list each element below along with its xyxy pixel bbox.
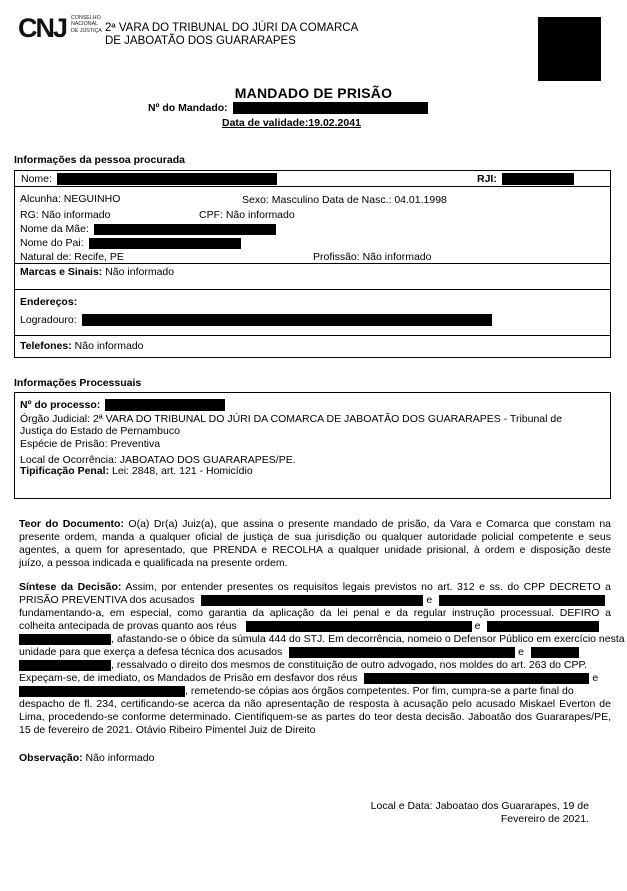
sintese-line2b: e: [426, 594, 433, 606]
redacted-field: [89, 238, 241, 249]
redacted-field: [19, 634, 111, 645]
court-name-line2: DE JABOATÃO DOS GUARARAPES: [105, 35, 296, 48]
logradouro-row: [20, 314, 492, 327]
sexo-nascimento: Sexo: Masculino Data de Nasc.: 04.01.1998: [242, 194, 447, 206]
local-ocorrencia: Local de Ocorrência: JABOATAO DOS GUARARAPES/PE.: [20, 454, 296, 466]
mae-label: Nome da Mãe:: [20, 223, 89, 235]
sintese-line3: fundamentando-a, em especial, como garantia da aplicação da lei penal e da regular instrução processual. DEFIRO a: [19, 607, 611, 619]
sintese-line4b: e: [474, 620, 481, 632]
observacao-value: Não informado: [82, 752, 155, 764]
redacted-field: [94, 224, 276, 235]
sintese-line2a: PRISÃO PREVENTIVA dos acusados: [19, 594, 195, 606]
sintese-paragraph: [19, 581, 625, 737]
profissao: Profissão: Não informado: [313, 251, 432, 263]
name-label: Nome:: [21, 173, 52, 185]
observacao-row: [19, 752, 154, 765]
sintese-line: [19, 685, 611, 698]
redacted-field: [19, 660, 111, 671]
pai-row: [20, 237, 241, 250]
redacted-field: [364, 673, 589, 684]
sintese-line: [19, 672, 611, 685]
place-date-line2: Fevereiro de 2021.: [500, 813, 589, 825]
divider: [15, 263, 610, 264]
person-section-title: Informações da pessoa procurada: [14, 154, 185, 166]
mandado-label: Nº do Mandado:: [148, 102, 228, 114]
document-title: MANDADO DE PRISÃO: [234, 85, 393, 101]
tipificacao-value: Lei: 2848, art. 121 - Homicídio: [109, 465, 253, 477]
process-section-title: Informações Processuais: [14, 377, 142, 389]
logo-caption-line: NACIONAL: [71, 21, 99, 28]
sintese-line11: Lima, procedendo-se conforme determinado. Cientifiquem-se as partes do teor desta decisão. Jaboatão dos Guararapes/PE,: [19, 711, 611, 723]
redacted-photo: [538, 17, 601, 81]
redacted-field: [289, 647, 515, 658]
sintese-line: [19, 646, 611, 659]
teor-line3: agentes, a quem for apresentado, que PRENDA e RECOLHA a qualquer unidade prisional, à ordem e disposição deste: [19, 544, 611, 556]
name-row: [21, 173, 277, 186]
orgao-line2: Justiça do Estado de Pernambuco: [20, 425, 180, 437]
redacted-field: [233, 102, 428, 114]
redacted-field: [487, 621, 599, 632]
sintese-line: [19, 659, 611, 672]
cnj-logo-letters: CNJ: [18, 13, 67, 42]
sintese-line1: Assim, por entender presentes os requisitos legais previstos no art. 312 e ss. do CPP DECRETO a: [121, 581, 611, 593]
redacted-field: [19, 686, 185, 697]
teor-line2: presente ordem, manda a qualquer oficial de justiça de sua jurisdição ou qualquer autoridade policial competente e seus: [19, 531, 611, 543]
telefones-label: Telefones:: [20, 340, 72, 352]
sintese-line8b: e: [592, 672, 599, 684]
sintese-line: [19, 633, 625, 646]
logradouro-label: Logradouro:: [20, 314, 77, 326]
cnj-logo: [18, 12, 68, 42]
sintese-line: [19, 620, 611, 633]
mae-row: [20, 223, 276, 236]
cpf: CPF: Não informado: [199, 209, 295, 221]
marcas-row: [20, 266, 174, 279]
sintese-line6a: unidade para que exerça a defesa técnica dos acusados: [19, 646, 283, 658]
redacted-field: [57, 173, 277, 185]
sintese-line10: despacho de fl. 234, certificando-se acerca da não apresentação de resposta à acusação pelo acusado Miskael Everton de: [19, 698, 611, 710]
teor-line1: O(a) Dr(a) Juiz(a), que assina o presente mandado de prisão, da Vara e Comarca que constam na: [123, 518, 611, 530]
sintese-label: Síntese da Decisão:: [19, 581, 122, 593]
divider: [15, 186, 610, 187]
redacted-field: [502, 173, 574, 185]
alcunha: Alcunha: NEGUINHO: [20, 193, 121, 205]
person-info-box: [14, 170, 611, 358]
telefones-row: [20, 340, 144, 353]
place-date: [371, 800, 589, 826]
tipificacao-label: Tipificação Penal:: [20, 465, 110, 477]
logo-caption-line: DE JUSTIÇA: [71, 27, 102, 34]
naturalidade: Natural de: Recife, PE: [20, 251, 124, 263]
divider: [15, 289, 610, 290]
redacted-field: [105, 399, 225, 411]
rg: RG: Não informado: [20, 209, 111, 221]
redacted-field: [246, 621, 472, 632]
logo-caption-line: CONSELHO: [71, 15, 101, 21]
mandado-number: [148, 102, 428, 115]
redacted-field: [531, 647, 579, 658]
sintese-line5: , afastando-se o óbice da súmula 444 do STJ. Em decorrência, nomeio o Defensor Público em exercício nesta: [111, 633, 625, 645]
sintese-line: [19, 581, 611, 594]
teor-line: [19, 518, 611, 531]
logo-caption: [71, 15, 102, 34]
marcas-label: Marcas e Sinais:: [20, 266, 103, 278]
divider: [15, 335, 610, 336]
redacted-field: [201, 595, 423, 606]
especie: Espécie de Prisão: Preventiva: [20, 438, 161, 450]
rji-row: [477, 173, 574, 186]
enderecos-label: Endereços:: [20, 296, 78, 308]
observacao-label: Observação:: [19, 752, 83, 764]
marcas-value: Não informado: [102, 266, 175, 278]
court-name-line1: 2ª VARA DO TRIBUNAL DO JÚRI DA COMARCA: [105, 22, 359, 34]
court-name: [105, 22, 358, 48]
pai-label: Nome do Pai:: [20, 237, 84, 249]
sintese-line7: , ressalvado o direito dos mesmos de constituição de outro advogado, nos moldes do art. 263 do CPP.: [111, 659, 588, 671]
teor-paragraph: [19, 518, 611, 570]
processo-label: Nº do processo:: [20, 399, 101, 411]
tipificacao-row: [20, 465, 253, 478]
rji-label: RJI:: [477, 173, 497, 185]
teor-label: Teor do Documento:: [19, 518, 124, 530]
sintese-line6b: e: [518, 646, 524, 658]
redacted-field: [82, 314, 492, 326]
redacted-field: [439, 595, 605, 606]
process-info-box: [14, 392, 611, 499]
validity-date: Data de validade:19.02.2041: [222, 117, 361, 129]
sintese-line12: 15 de fevereiro de 2021. Otávio Ribeiro Pimentel Juiz de Direito: [19, 724, 316, 736]
processo-row: [20, 399, 225, 412]
sintese-line9: , remetendo-se cópias aos órgãos competentes. Por fim, cumpra-se a parte final do: [185, 685, 574, 697]
orgao-line1: Órgão Judicial: 2ª VARA DO TRIBUNAL DO JÚRI DA COMARCA DE JABOATÃO DOS GUARARAPES - Tribunal de: [20, 413, 563, 425]
teor-line4: juízo, a pessoa indicada e qualificada na presente ordem.: [19, 557, 288, 569]
telefones-value: Não informado: [71, 340, 144, 352]
sintese-line8a: Expeçam-se, de imediato, os Mandados de Prisão em desfavor dos réus: [19, 672, 358, 684]
sintese-line: [19, 594, 611, 607]
place-date-line1: Local e Data: Jaboatao dos Guararapes, 19 de: [370, 800, 589, 812]
sintese-line4a: colheita antecipada de provas quanto aos réus: [19, 620, 237, 632]
